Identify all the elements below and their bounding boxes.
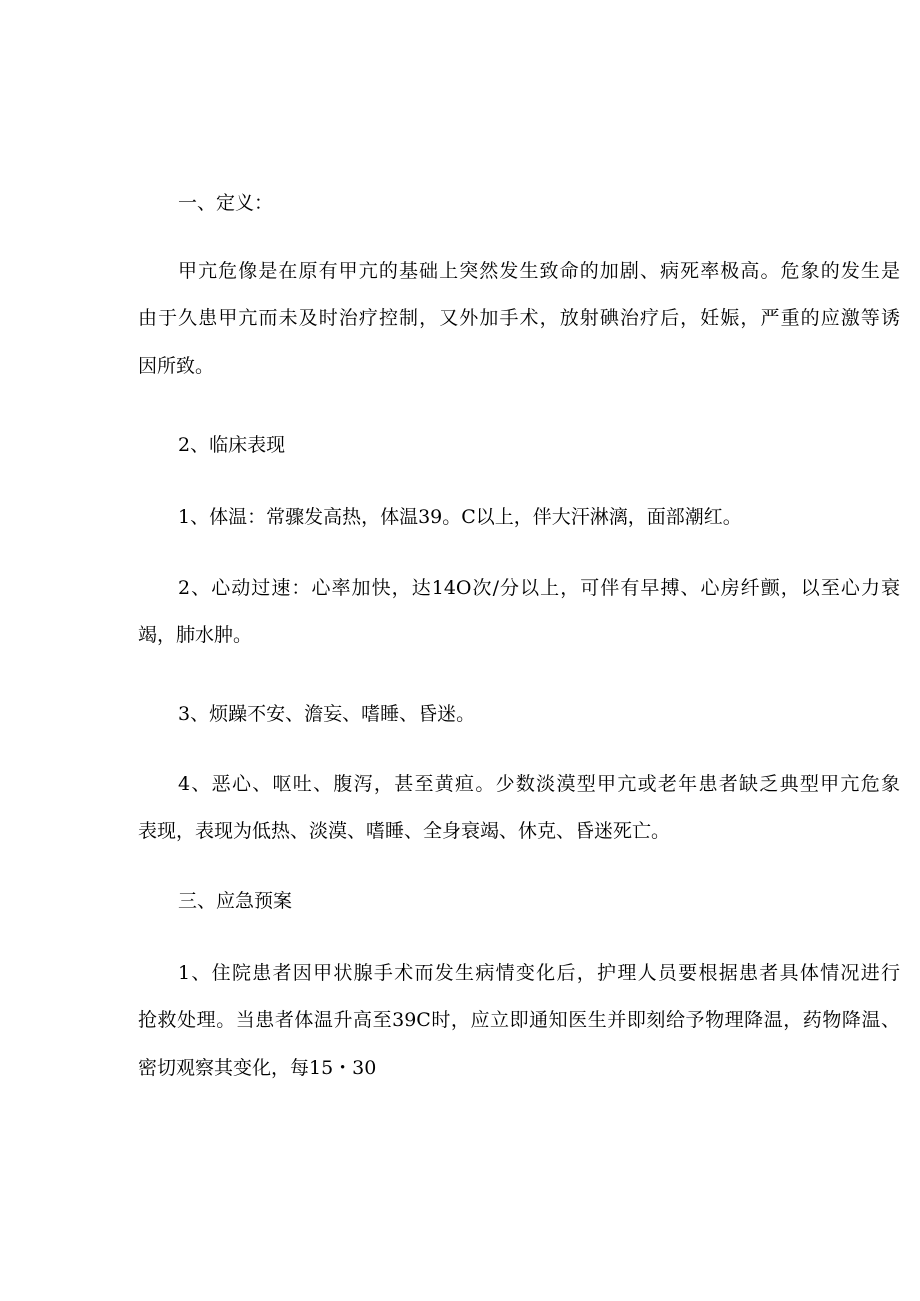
paragraph-emergency-line-2: 抢救处理。当患者体温升高至39C时，应立即通知医生并即刻给予物理降温，药物降温、 bbox=[138, 1009, 900, 1031]
section-heading-clinical: 2、临床表现 bbox=[178, 434, 286, 456]
list-item-mental: 3、烦躁不安、澹妄、嗜睡、昏迷。 bbox=[178, 703, 476, 725]
section-heading-emergency: 三、应急预案 bbox=[178, 890, 293, 912]
list-item-digestive-line-2: 表现，表现为低热、淡漠、嗜睡、全身衰竭、休克、昏迷死亡。 bbox=[138, 820, 671, 842]
list-item-heart-line-2: 竭，肺水肿。 bbox=[138, 624, 253, 646]
paragraph-emergency-line-1: 1、住院患者因甲状腺手术而发生病情变化后，护理人员要根据患者具体情况进行 bbox=[178, 962, 900, 984]
paragraph-emergency-line-3: 密切观察其变化，每15・30 bbox=[138, 1057, 377, 1079]
list-item-heart-line-1: 2、心动过速：心率加快，达14O次/分以上，可伴有早搏、心房纤颤，以至心力衰 bbox=[178, 577, 900, 599]
paragraph-definition-line-1: 甲亢危像是在原有甲亢的基础上突然发生致命的加剧、病死率极高。危象的发生是 bbox=[178, 260, 900, 282]
section-heading-definition: 一、定义： bbox=[178, 192, 274, 214]
paragraph-definition-line-2: 由于久患甲亢而未及时治疗控制，又外加手术，放射碘治疗后，妊娠，严重的应激等诱 bbox=[138, 307, 900, 329]
paragraph-definition-line-3: 因所致。 bbox=[138, 355, 215, 377]
list-item-digestive-line-1: 4、恶心、呕吐、腹泻，甚至黄疸。少数淡漠型甲亢或老年患者缺乏典型甲亢危象 bbox=[178, 773, 900, 795]
list-item-temperature: 1、体温：常骤发高热，体温39。C以上，伴大汗淋漓，面部潮红。 bbox=[178, 506, 742, 528]
